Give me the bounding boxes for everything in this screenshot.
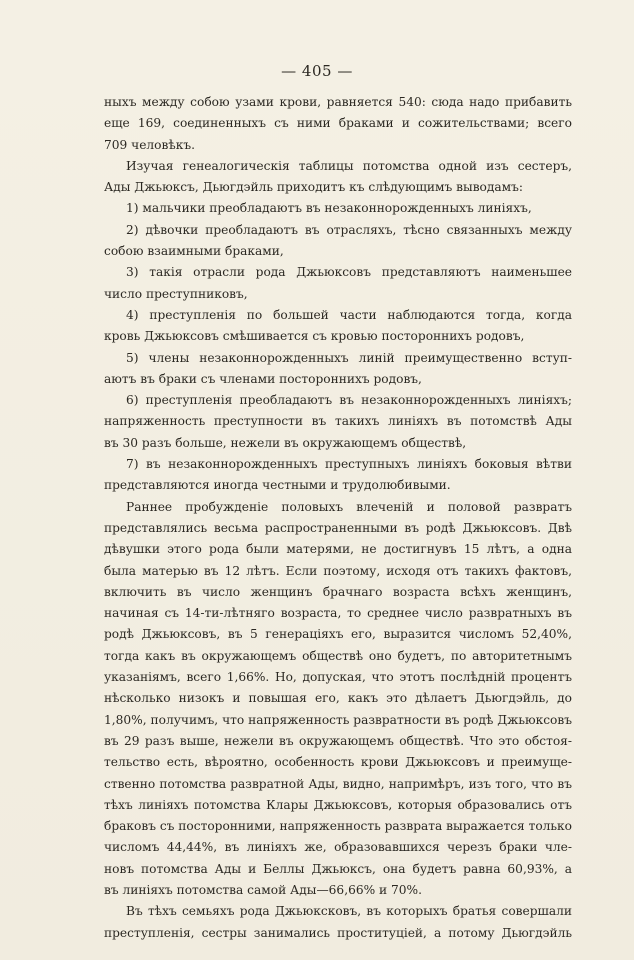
text-line: 3) такія отрасли рода Джьюксовъ представляютъ наименьшее [126, 265, 572, 280]
text-line: тѣхъ линіяхъ потомства Клары Джьюксовъ, которыя образовались отъ [104, 797, 572, 812]
text-line: была матерью въ 12 лѣтъ. Если поэтому, исходя отъ такихъ фактовъ, [104, 563, 572, 578]
text-line: 709 человѣкъ. [104, 137, 195, 152]
text-line: нѣсколько низокъ и повышая его, какъ это дѣлаетъ Дьюгдэйль, до [104, 691, 572, 706]
text-line: тогда какъ въ окружающемъ обществѣ оно будетъ, по авторитетнымъ [104, 648, 572, 663]
text-line: 4) преступленія по большей части наблюдаются тогда, когда [126, 307, 572, 322]
text-line: аютъ въ браки съ членами постороннихъ родовъ, [104, 371, 422, 386]
text-line: напряженность преступности въ такихъ линіяхъ въ потомствѣ Ады [104, 414, 572, 429]
text-line: Раннее пробужденіе половыхъ влеченій и половой развратъ [126, 499, 572, 514]
text-line: 7) въ незаконнорожденныхъ преступныхъ линіяхъ боковыя вѣтви [126, 457, 572, 472]
text-line: числомъ 44,44%, въ линіяхъ же, образовавшихся черезъ браки чле- [104, 840, 572, 855]
text-line: дѣвушки этого рода были матерями, не достигнувъ 15 лѣтъ, а одна [104, 542, 572, 557]
text-line: 1) мальчики преобладаютъ въ незаконнорожденныхъ линіяхъ, [126, 201, 532, 216]
text-line: въ 29 разъ выше, нежели въ окружающемъ обществѣ. Что это обстоя- [104, 733, 572, 748]
text-line: начиная съ 14-ти-лѣтняго возраста, то среднее число развратныхъ въ [104, 606, 572, 621]
text-line: число преступниковъ, [104, 286, 248, 301]
text-line: новъ потомства Ады и Беллы Джьюксъ, она будетъ равна 60,93%, а [104, 861, 572, 876]
text-line: тельство есть, вѣроятно, особенность крови Джьюксовъ и преимуще- [104, 755, 572, 770]
text-line: еще 169, соединенныхъ съ ними браками и сожительствами; всего [104, 116, 572, 131]
text-line: ственно потомства развратной Ады, видно, напримѣръ, изъ того, что въ [104, 776, 572, 791]
text-line: включить въ число женщинъ брачнаго возраста всѣхъ женщинъ, [104, 584, 572, 599]
text-line: кровь Джьюксовъ смѣшивается съ кровью постороннихъ родовъ, [104, 329, 525, 344]
text-line: 5) члены незаконнорожденныхъ линій преимущественно вступ- [126, 350, 572, 365]
text-line: Ады Джьюксъ, Дьюгдэйль приходитъ къ слѣдующимъ выводамъ: [104, 180, 523, 195]
text-line: ныхъ между собою узами крови, равняется 540: сюда надо прибавить [104, 95, 572, 109]
text-line: представлялись весьма распространенными въ родѣ Джьюксовъ. Двѣ [104, 520, 572, 535]
text-line: преступленія, сестры занимались проституціей, а потому Дьюгдэйль [104, 925, 572, 940]
text-line: Въ тѣхъ семьяхъ рода Джьюксковъ, въ которыхъ братья совершали [126, 904, 572, 919]
page-body-text [104, 92, 572, 944]
text-line: въ линіяхъ потомства самой Ады—66,66% и 70%. [104, 882, 422, 897]
text-line: собою взаимными браками, [104, 244, 284, 259]
text-line: представляются иногда честными и трудолюбивыми. [104, 478, 451, 493]
text-line: въ 30 разъ больше, нежели въ окружающемъ обществѣ, [104, 435, 467, 450]
text-line: 2) дѣвочки преобладаютъ въ отрасляхъ, тѣсно связанныхъ между [126, 222, 572, 237]
text-line: указаніямъ, всего 1,66%. Но, допуская, что этотъ послѣдній процентъ [104, 670, 572, 685]
text-line: 6) преступленія преобладаютъ въ незаконнорожденныхъ линіяхъ; [126, 393, 572, 408]
page-number: — 405 — [281, 62, 353, 80]
text-line: родѣ Джьюксовъ, въ 5 генераціяхъ его, выразится числомъ 52,40%, [104, 627, 572, 642]
text-line: браковъ съ посторонними, напряженность разврата выражается только [104, 819, 572, 834]
text-line: Изучая генеалогическія таблицы потомства одной изъ сестеръ, [126, 158, 572, 173]
text-line: 1,80%, получимъ, что напряженность развратности въ родѣ Джьюксовъ [104, 712, 572, 727]
